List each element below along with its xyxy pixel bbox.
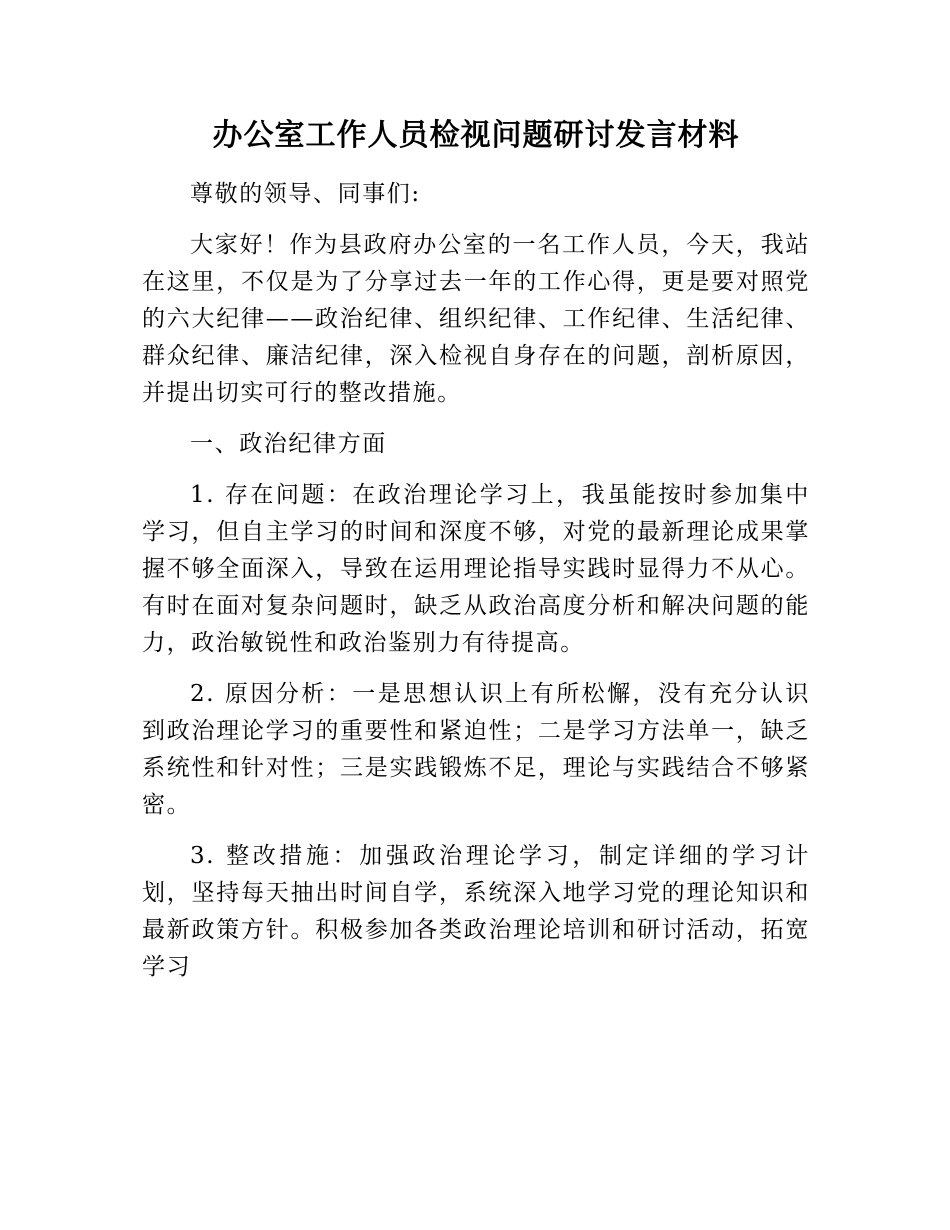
document-page [142, 108, 810, 1000]
paragraph-problems: 1. 存在问题：在政治理论学习上，我虽能按时参加集中学习，但自主学习的时间和深度不够，对党的最新理论成果掌握不够全面深入，导致在运用理论指导实践时显得力不从心。有时在面对复杂问题时，缺乏从政治高度分析和解决问题的能力，政治敏锐性和政治鉴别力有待提高。 [142, 482, 810, 656]
paragraph-cause-analysis: 2. 原因分析：一是思想认识上有所松懈，没有充分认识到政治理论学习的重要性和紧迫性；二是学习方法单一，缺乏系统性和针对性；三是实践锻炼不足，理论与实践结合不够紧密。 [142, 681, 810, 818]
salutation: 尊敬的领导、同事们: [190, 181, 421, 207]
paragraph-rectification-measures: 3. 整改措施：加强政治理论学习，制定详细的学习计划，坚持每天抽出时间自学，系统深入地学习党的理论知识和最新政策方针。积极参加各类政治理论培训和研讨活动，拓宽学习 [142, 843, 810, 980]
section-heading-political-discipline: 一、政治纪律方面 [190, 431, 387, 457]
document-title: 办公室工作人员检视问题研讨发言材料 [212, 118, 740, 153]
intro-paragraph: 大家好！作为县政府办公室的一名工作人员，今天，我站在这里，不仅是为了分享过去一年的工作心得，更是要对照党的六大纪律——政治纪律、组织纪律、工作纪律、生活纪律、群众纪律、廉洁纪律，深入检视自身存在的问题，剖析原因，并提出切实可行的整改措施。 [142, 232, 810, 406]
